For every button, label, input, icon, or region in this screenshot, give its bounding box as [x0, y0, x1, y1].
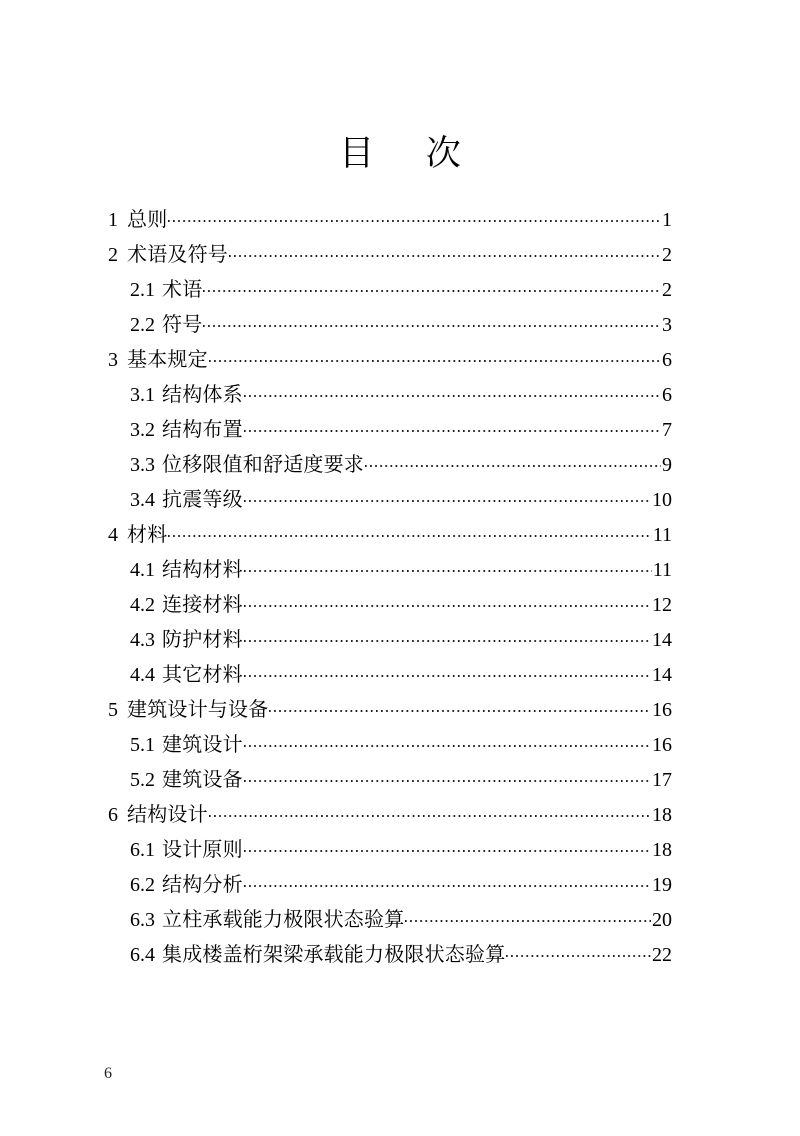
toc-entry-title: 集成楼盖桁架梁承载能力极限状态验算	[162, 944, 506, 966]
toc-dot-leader	[244, 871, 651, 891]
toc-entry-number: 4.2	[130, 594, 155, 616]
toc-entry[interactable]	[108, 658, 672, 693]
toc-entry[interactable]	[108, 938, 672, 973]
toc-entry-page-number: 14	[652, 629, 672, 651]
toc-entry-page-number: 18	[652, 839, 672, 861]
toc-entry-title: 建筑设计与设备	[127, 699, 269, 721]
toc-dot-leader	[244, 416, 661, 436]
toc-entry-number: 3.4	[130, 489, 155, 511]
toc-entry-number: 4.4	[130, 664, 155, 686]
toc-entry-number: 5.1	[130, 734, 155, 756]
toc-entry[interactable]	[108, 588, 672, 623]
toc-entry-title: 结构分析	[162, 874, 243, 896]
toc-dot-leader	[244, 486, 651, 506]
toc-entry-page-number: 18	[652, 804, 672, 826]
toc-entry[interactable]	[108, 833, 672, 868]
toc-entry[interactable]	[108, 868, 672, 903]
toc-entry-page-number: 9	[662, 454, 672, 476]
toc-entry-title: 结构材料	[162, 559, 243, 581]
toc-entry-title: 结构设计	[127, 804, 208, 826]
toc-entry[interactable]	[108, 273, 672, 308]
toc-entry-page-number: 11	[652, 559, 672, 581]
toc-dot-leader	[209, 801, 651, 821]
toc-entry[interactable]	[108, 623, 672, 658]
toc-entry-number: 2.1	[130, 279, 155, 301]
toc-entry-page-number: 6	[662, 384, 672, 406]
toc-entry-page-number: 17	[652, 769, 672, 791]
toc-entry[interactable]	[108, 728, 672, 763]
toc-entry-title: 连接材料	[162, 594, 243, 616]
toc-entry[interactable]	[108, 238, 672, 273]
toc-dot-leader	[203, 276, 661, 296]
toc-dot-leader	[203, 311, 661, 331]
toc-entry[interactable]	[108, 203, 672, 238]
toc-entry-page-number: 14	[652, 664, 672, 686]
toc-dot-leader	[506, 941, 651, 961]
toc-entry-number: 3	[108, 349, 118, 371]
toc-dot-leader	[244, 591, 651, 611]
toc-entry[interactable]	[108, 693, 672, 728]
toc-entry[interactable]	[108, 903, 672, 938]
toc-entry-title: 位移限值和舒适度要求	[162, 454, 364, 476]
toc-dot-leader	[244, 661, 651, 681]
toc-entry-page-number: 6	[662, 349, 672, 371]
toc-entry-page-number: 7	[662, 419, 672, 441]
toc-dot-leader	[229, 241, 661, 261]
toc-entry-number: 6.2	[130, 874, 155, 896]
toc-entry-page-number: 10	[652, 489, 672, 511]
toc-entry-page-number: 2	[662, 279, 672, 301]
toc-entry-number: 6.3	[130, 909, 155, 931]
toc-entry-title: 防护材料	[162, 629, 243, 651]
toc-entry-page-number: 19	[652, 874, 672, 896]
toc-dot-leader	[405, 906, 651, 926]
toc-dot-leader	[244, 381, 661, 401]
toc-entry-title: 立柱承载能力极限状态验算	[162, 909, 405, 931]
toc-entry-title: 结构布置	[162, 419, 243, 441]
toc-entry-page-number: 12	[652, 594, 672, 616]
toc-entry-page-number: 16	[652, 699, 672, 721]
toc-entry-title: 总则	[127, 209, 168, 231]
toc-entry-number: 3.2	[130, 419, 155, 441]
toc-entry[interactable]	[108, 448, 672, 483]
toc-entry-title: 术语	[162, 279, 203, 301]
toc-dot-leader	[168, 206, 661, 226]
toc-entry-title: 其它材料	[162, 664, 243, 686]
toc-dot-leader	[244, 731, 651, 751]
toc-entry[interactable]	[108, 763, 672, 798]
toc-entry-title: 建筑设计	[162, 734, 243, 756]
toc-dot-leader	[365, 451, 661, 471]
toc-entry-number: 2	[108, 244, 118, 266]
toc-entry-page-number: 22	[652, 944, 672, 966]
toc-entry-number: 5	[108, 699, 118, 721]
toc-entry-number: 4	[108, 524, 118, 546]
toc-entry-title: 术语及符号	[127, 244, 228, 266]
toc-entry-title: 基本规定	[127, 349, 208, 371]
toc-entry-number: 1	[108, 209, 118, 231]
toc-dot-leader	[244, 836, 651, 856]
toc-entry[interactable]	[108, 308, 672, 343]
toc-entry-page-number: 3	[662, 314, 672, 336]
toc-entry-title: 建筑设备	[162, 769, 243, 791]
footer-page-number: 6	[104, 1065, 112, 1082]
toc-entry[interactable]	[108, 343, 672, 378]
toc-entry[interactable]	[108, 553, 672, 588]
toc-entry-number: 4.1	[130, 559, 155, 581]
toc-entry[interactable]	[108, 378, 672, 413]
toc-dot-leader	[244, 626, 651, 646]
toc-entry-title: 符号	[162, 314, 203, 336]
toc-dot-leader	[244, 556, 652, 576]
toc-entry-page-number: 20	[652, 909, 672, 931]
toc-dot-leader	[269, 696, 651, 716]
toc-entry-page-number: 2	[662, 244, 672, 266]
toc-entry-title: 抗震等级	[162, 489, 243, 511]
page-title: 目 次	[339, 134, 470, 173]
toc-entry-number: 6	[108, 804, 118, 826]
toc-entry-page-number: 16	[652, 734, 672, 756]
toc-entry-title: 结构体系	[162, 384, 243, 406]
toc-entry-number: 3.3	[130, 454, 155, 476]
toc-entry-number: 6.4	[130, 944, 155, 966]
toc-entry[interactable]	[108, 413, 672, 448]
toc-entry-page-number: 1	[662, 209, 672, 231]
toc-entry-title: 材料	[127, 524, 168, 546]
toc-entry-number: 6.1	[130, 839, 155, 861]
toc-entry-title: 设计原则	[162, 839, 243, 861]
toc-entry[interactable]	[108, 483, 672, 518]
toc-dot-leader	[244, 766, 651, 786]
toc-entry-number: 2.2	[130, 314, 155, 336]
toc-entry-number: 5.2	[130, 769, 155, 791]
toc-entry-number: 4.3	[130, 629, 155, 651]
toc-entry-number: 3.1	[130, 384, 155, 406]
toc-dot-leader	[168, 521, 651, 541]
table-of-contents	[108, 203, 672, 973]
toc-entry[interactable]	[108, 798, 672, 833]
toc-entry[interactable]	[108, 518, 672, 553]
toc-dot-leader	[209, 346, 661, 366]
toc-entry-page-number: 11	[652, 524, 672, 546]
